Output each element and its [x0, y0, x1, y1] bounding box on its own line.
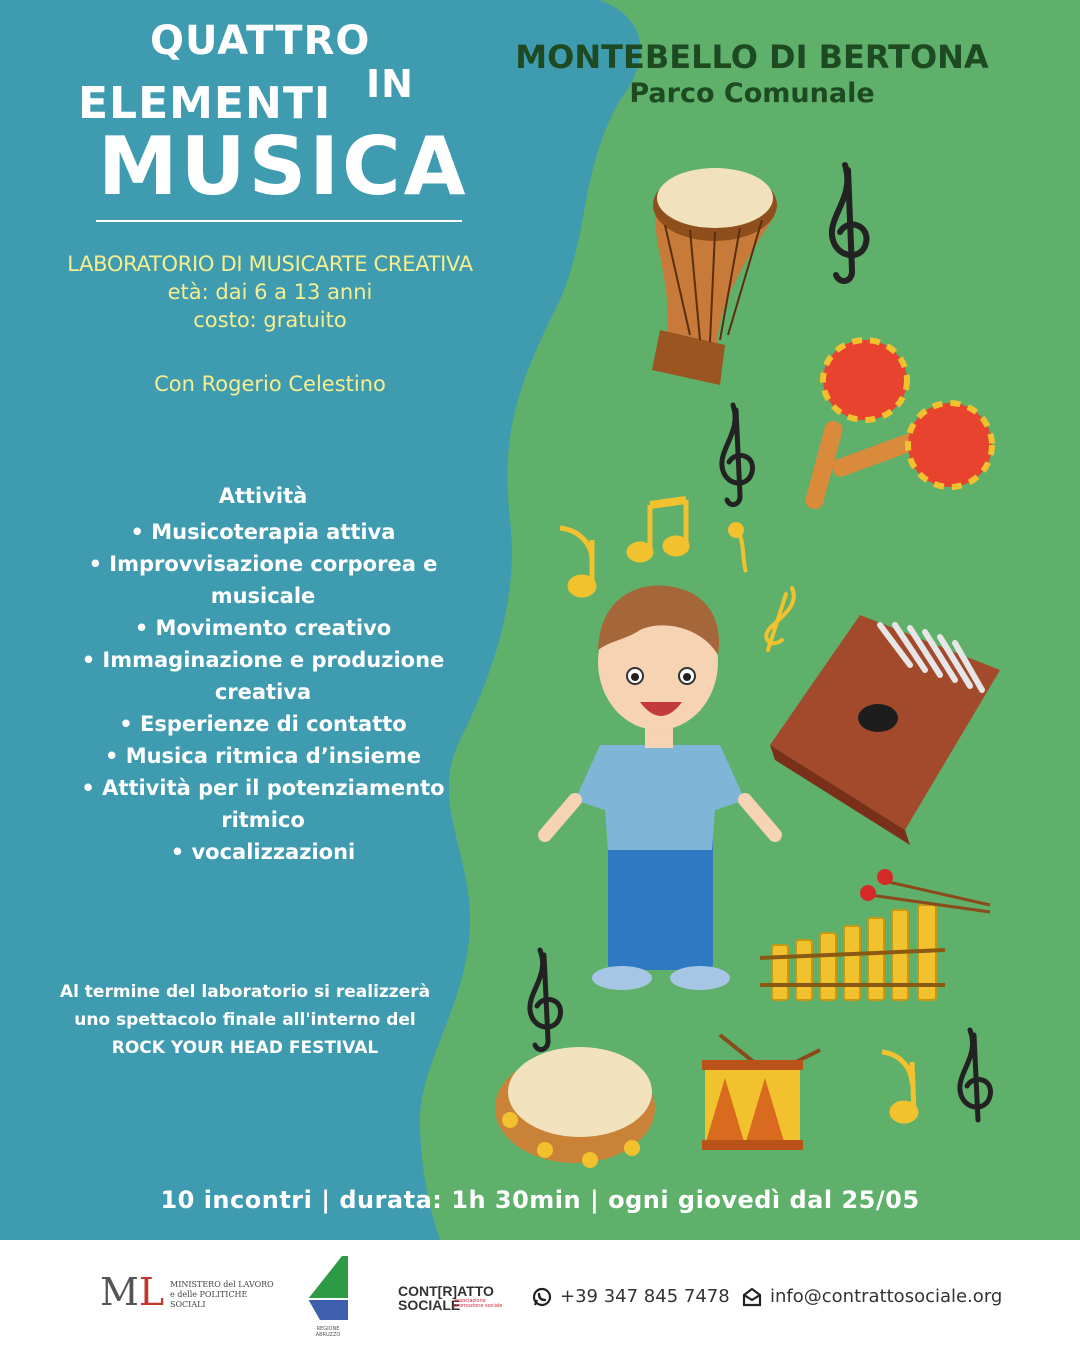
footer: [0, 1240, 1080, 1348]
activity-item: • Esperienze di contatto: [119, 712, 407, 736]
activity-item: • Musica ritmica d’insieme: [104, 744, 422, 768]
title-divider: [96, 220, 462, 222]
title-line-3: MUSICA: [98, 120, 469, 213]
note-line: uno spettacolo finale all'interno del: [74, 1010, 416, 1030]
activities-title: Attività: [218, 484, 308, 508]
activity-item: • Attività per il potenziamento ritmico: [81, 776, 445, 832]
phone-number[interactable]: +39 347 845 7478: [560, 1286, 730, 1307]
contratto-tagline: associazione promozione sociale: [454, 1298, 503, 1309]
ministry-name: MINISTERO del LAVORO e delle POLITICHE SOCIALI: [170, 1280, 274, 1309]
location-block: [512, 38, 992, 112]
whatsapp-icon: [532, 1287, 552, 1307]
activity-item: • Musicoterapia attiva: [130, 520, 396, 544]
activity-item: • Immaginazione e produzione creativa: [81, 648, 445, 704]
regione-emblem-icon: [306, 1254, 350, 1324]
contratto-sociale-logo: [398, 1284, 508, 1318]
activity-item: • Improvvisazione corporea e musicale: [88, 552, 438, 608]
regione-name: REGIONE ABRUZZO: [315, 1326, 341, 1338]
activity-item: • vocalizzazioni: [170, 840, 356, 864]
ministry-monogram: ML: [100, 1270, 165, 1314]
title-line-1: QUATTRO: [150, 18, 371, 64]
festival-name: ROCK YOUR HEAD FESTIVAL: [111, 1038, 379, 1058]
email-contact[interactable]: [742, 1286, 1002, 1307]
lab-cost: costo: gratuito: [193, 308, 347, 332]
title-word-in: IN: [366, 62, 414, 106]
ministry-logo: [100, 1270, 280, 1314]
schedule: 10 incontri | durata: 1h 30min | ogni giovedì dal 25/05: [160, 1186, 920, 1214]
activities-list: [40, 480, 486, 868]
activity-item: • Movimento creativo: [134, 616, 392, 640]
lab-title: LABORATORIO DI MUSICARTE CREATIVA: [67, 252, 473, 276]
contratto-line-2: SOCIALE: [398, 1297, 461, 1313]
email-address[interactable]: info@contrattosociale.org: [770, 1286, 1003, 1307]
title-line-2: ELEMENTI: [78, 78, 332, 129]
location-name: MONTEBELLO DI BERTONA: [515, 38, 989, 76]
lab-teacher: Con Rogerio Celestino: [154, 372, 386, 396]
lab-info: [40, 250, 500, 334]
lab-age: età: dai 6 a 13 anni: [167, 280, 373, 304]
location-place: Parco Comunale: [629, 78, 875, 109]
final-show-note: [30, 978, 460, 1062]
email-icon: [742, 1287, 762, 1307]
contratto-line-1: CONT[R]ATTO: [398, 1283, 494, 1299]
regione-logo: [306, 1254, 350, 1338]
note-line: Al termine del laboratorio si realizzerà: [59, 982, 431, 1002]
phone-contact[interactable]: [532, 1286, 730, 1307]
